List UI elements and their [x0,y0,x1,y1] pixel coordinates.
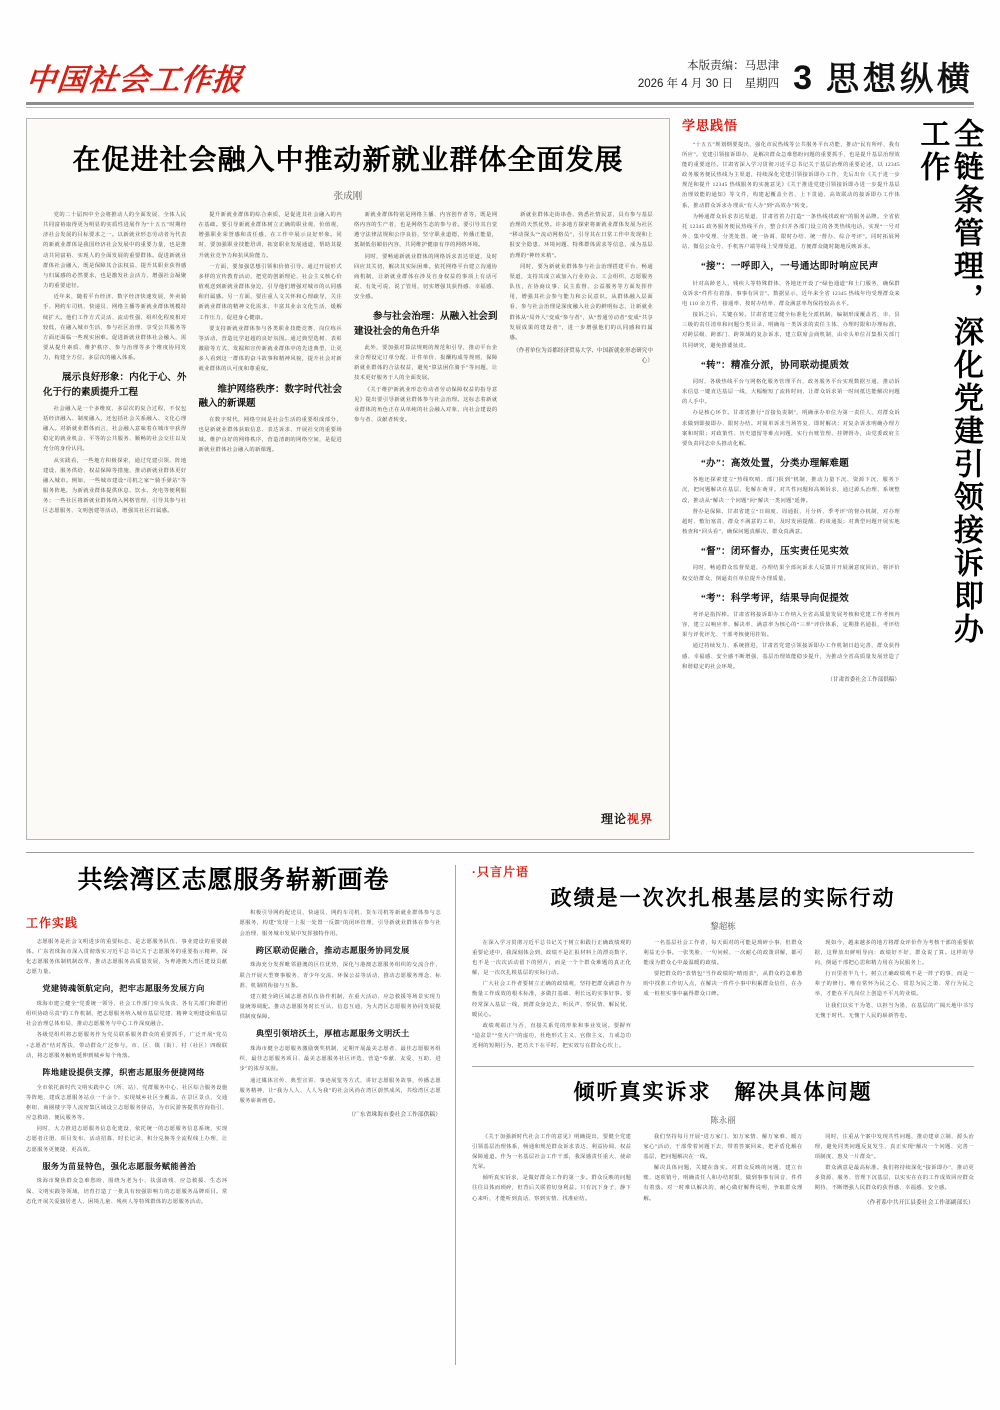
paragraph: 同时，各级热线平台与网格化服务管理平台、政务服务平台实现数据互通，推动诉求信息一键直达基层一线，大幅缩短了流转时间，让群众诉求第一时间抵达能解决问题的人手中。 [682,378,900,406]
bottom-left-column-1 [26,908,228,1208]
mid-divider [26,852,974,853]
br1-column-3 [815,938,974,1053]
bottom-right-article-1 [472,865,974,1052]
bottom-left-article [26,865,456,1365]
page-number: 3 [793,59,812,97]
paragraph: 解决具体问题，关键在落实。对群众反映的问题，建立台账、逐项销号，明确责任人和办结时限，做到事事有回音、件件有着落。对一时难以解决的，耐心做好解释说明，争取群众理解。 [643,1165,803,1202]
lead-subhead-3: 参与社会治理：从融入社会到建设社会的角色升华 [354,312,498,337]
paragraph: 志愿服务是社会文明进步的重要标志，是志愿服务队伍、事业建设的重要载体。广东省珠海市深入贯彻落实习近平总书记关于志愿服务的重要指示精神，深化志愿服务体制机制改革，推动志愿服务高质量发展，为粤港澳大湾区建设贡献志愿力量。 [26,938,228,976]
bottom-left-body-1 [26,937,228,1207]
bottom-left-subhead-4: 跨区联动促融合，推动志愿服务协同发展 [255,945,410,955]
bottom-left-kicker: 工作实践 [26,916,79,931]
paragraph: “十五五”规划纲要提出，强化市民热线等公共服务平台功能，推动“民有所呼、我有所应”。党建引领接诉即办，是解决群众急难愁盼问题的重要抓手，也是提升基层治理效能的重要途径。甘肃省深入学习贯彻习近平总书记关于基层治理的重要论述，以 12345 政务服务便民热线为主渠道，持续深化党建引领接诉即办工作，先后出台《关于进一步规范和提升 12345 热线服务的实施意见》《关于推进党建引领接诉即办进一步提升基层治理效能的通知》等文件，构建起覆盖全省、上下贯通、高效联动的接诉即办工作体系，推动群众诉求办理从“有人办”到“高效办”转变。 [682,141,900,209]
paragraph: 近年来，随着平台经济、数字经济快速发展，外卖骑手、网约车司机、快递员、网络主播等新就业群体规模持续扩大。他们工作方式灵活、流动性强、组织化程度相对较低，在融入城市生活、参与社区治理、享受公共服务等方面还面临一些现实困难。促进新就业群体社会融入，需要从提升素质、维护秩序、参与治理等多个维度协同发力，构建全方位、多层次的融入体系。 [43,294,187,362]
bottom-left-subhead-3: 服务为苗显特色，强化志愿服务赋能善治 [42,1161,197,1171]
right-article-vertical-title: 全链条管理，深化党建引领接诉即办工作 [915,118,982,646]
theory-badge-highlight: 视界 [626,812,653,826]
br2-column-3 [815,1132,974,1209]
paragraph: 各级党组织将志愿服务作为党员联系服务群众的重要抓手，广泛开展“党员+志愿者”结对帮扶，带动群众广泛参与。市、区、镇（街）、村（社区）四级联动，将志愿服务触角延伸到城乡每个角落。 [26,1032,228,1059]
br1-body-1 [472,938,631,1052]
right-subhead-4: “督”：闭环督办，压实责任见实效 [701,547,850,558]
paragraph: 珠海充分发挥毗邻港澳的区位优势，深化与港澳志愿服务组织的交流合作，联合开展大型赛事服务、青少年交流、环保公益等活动，推动志愿服务理念、标准、机制的衔接与互鉴。 [239,962,441,989]
lead-column-2 [199,210,343,518]
bottom-left-credit: （广东省珠海市委社会工作部供稿） [348,1112,441,1118]
paragraph: 要支持新就业群体参与各类职业技能竞赛、岗位练兵等活动，营造比学赶超的良好氛围。通过典型选树、表彰激励等方式，发掘和宣传新就业群体中的先进典型，让更多人看到这一群体的奋斗故事和精神风貌，提升社会对新就业群体的认可度和尊重度。 [198,325,342,373]
lead-body-6 [354,343,498,425]
paragraph: 让我们以实干为笔、以担当为墨，在基层的广阔天地中书写无愧于时代、无愧于人民的崭新答卷。 [814,1002,974,1019]
bottom-left-body-2 [240,908,442,1106]
lead-article-credit: （作者单位为首都经济贸易大学、中国新就业形态研究中心） [513,348,653,364]
paragraph: 政绩观端正与否，直接关系党的形象和事业发展。要摒弃“造盆景”“垒大户”的虚功，杜绝形式主义、官僚主义，力戒急功近利的短期行为，把功夫下在平时，把实效写在群众心坎上。 [472,1022,632,1050]
right-article-body [682,140,900,672]
paragraph: 建立健全跨区域志愿者队伍协作机制，在重大活动、应急救援等场景实现力量统筹调配。推动志愿服务时长互认、信息互通，为大湾区志愿服务协同发展提供制度保障。 [239,993,441,1021]
bottom-right-columns-2 [472,1132,974,1209]
paragraph: 在数字时代，网络空间是社会生活的重要组成部分，也是新就业群体获取信息、表达诉求、开展社交的重要场域。维护良好的网络秩序，营造清朗的网络空间，是促进新就业群体社会融入的新课题。 [198,417,342,454]
paragraph: 通过持续发力、系统推进，甘肃省党建引领接诉即办工作机制日趋完善，群众获得感、幸福感、安全感不断增强，基层治理效能稳步提升，为推动全省高质量发展营造了和谐稳定的社会环境。 [682,643,900,670]
paragraph: 同时，要为新就业群体参与社会治理搭建平台、畅通渠道，支持其成立或加入行业协会、工会组织、志愿服务队伍，在协商议事、民主监督、公益服务等方面发挥作用，增强其社会参与能力和公民意识。从群体融入层面看，参与社会治理是深度融入社会的鲜明标志，让新就业群体从“局外人”变成“参与者”，从“普通劳动者”变成“共享发展成果的建设者”，进一步增强他们的认同感和归属感。 [509,263,653,341]
paragraph: 同时，畅通群众监督渠道，办理结果全部向诉求人反馈并开展满意度回访，将评价权交给群众，倒逼责任单位提升办理质量。 [682,565,900,582]
br1-body-2 [643,938,802,1000]
bottom-left-subhead-5: 典型引领培沃土，厚植志愿服务文明沃土 [255,1029,410,1039]
paragraph: 针对高龄老人、残疾人等特殊群体，各地还开设了“绿色通道”和上门服务，确保群众诉求“件件有着落、事事有回音”。数据显示，近年来全省 12345 热线年均受理群众来电 110 余万件，接通率、按时办结率、群众满意率均保持较高水平。 [682,280,900,307]
lead-column-3 [354,210,498,518]
lead-body-3 [199,210,343,375]
bottom-right-column [456,865,974,1365]
lead-body-7 [510,210,654,343]
paragraph: 一名基层社会工作者，每天面对的可能是琐碎小事，但群众利益无小事。一张笑脸、一句问候、一次耐心的政策讲解，都可能成为群众心中最温暖的政绩。 [643,939,803,966]
lead-article-author: 张成刚 [333,192,363,202]
section-name: 思想纵横 [826,60,974,97]
bottom-right-columns-1 [472,938,974,1053]
date-line: 2026 年 4 月 30 日 星期四 [637,78,780,91]
masthead-rule-thin [26,107,974,108]
paragraph: 办是核心环节。甘肃省推行“首接负责制”，明确承办单位为第一责任人，对群众诉求做到即接即办、限时办结。对简单诉求当场答复、即时解决；对复杂诉求明确办理方案和时限；对政策性、历史遗留等难点问题，实行台账管理、挂牌督办，由党委政府主要负责同志牵头推动化解。 [682,410,900,447]
paragraph: 新就业群体特别是网络主播、内容创作者等，既是网络内容的生产者，也是网络生态的参与者。要引导其自觉遵守法律法规和公序良俗，坚守职业道德，传播正能量，抵制低俗媚俗内容，共同维护健康有序的网络环境。 [354,212,498,249]
br1-body-3 [815,938,974,1021]
right-article-credit: （甘肃省委社会工作部供稿） [827,676,900,683]
editor-line: 本版责编：马思津 [687,60,780,73]
paragraph: 行百里者半九十。树立正确政绩观不是一阵子的事，而是一辈子的修行。唯有常怀为民之心、常思为民之策、常行为民之举，才能在平凡岗位上创造不平凡的业绩。 [814,971,974,998]
bottom-right-article-2 [472,1079,974,1208]
paragraph: 珠海市聚焦群众急难愁盼，围绕为老为小、扶弱助残、应急救援、生态环保、文明实践等领域，培育打造了一批具有较强影响力的志愿服务品牌项目。常态化开展关爱独居老人、困境儿童、残疾人等特殊群体的志愿服务活动。 [26,1178,228,1205]
lead-body-4 [199,415,343,456]
right-subhead-1: “接”：一呼即入，一号通达即时响应民声 [701,262,879,273]
br2-body-2 [643,1132,802,1204]
br2-body-3 [815,1132,974,1194]
paragraph: 倾听真实诉求，是做好群众工作的第一步。群众反映的问题往往具体而琐碎，但背后关联着切身利益。只有沉下身子、静下心来听，才能听到真话、察到实情、找准症结。 [472,1175,632,1202]
bottom-left-columns [26,908,441,1208]
paragraph: 同时，注重从个案中发现共性问题，推动建章立制、源头治理，避免同类问题反复发生，真正实现“解决一个问题、完善一项制度、惠及一片群众”。 [814,1133,974,1160]
masthead [26,0,974,96]
right-subhead-2: “转”：精准分派，协同联动提质效 [701,360,850,371]
paragraph: 现如今，越来越多的地方将群众评价作为考核干部的重要依据，这释放出鲜明导向：政绩好不好，群众说了算。这样的导向，倒逼干部把心思和精力用在为民服务上。 [814,939,974,966]
paragraph: 全市依托新时代文明实践中心（所、站）、党群服务中心、社区综合服务设施等阵地，建成志愿服务站点一千余个，实现城乡社区全覆盖。在景区景点、交通枢纽、商圈楼宇等人流密集区域设立志愿服务驿站，为市民游客提供咨询指引、应急救助、便民服务等。 [26,1084,228,1122]
right-subhead-3: “办”：高效处置，分类办理解难题 [701,459,850,469]
paragraph: 《关于加强新时代社会工作的意见》明确提出，要健全党建引领基层治理体系，畅通和规范群众诉求表达、利益协调、权益保障通道。作为一名基层社会工作干部，我深感责任重大、使命光荣。 [472,1133,632,1171]
paragraph: 督办是保障。甘肃省建立“日调度、周通报、月分析、季考评”的督办机制，对办理超时、敷衍塞责、群众不满意的工单，及时发函提醒、约谈通报；对典型问题开展实地核查和“回头看”，确保问题真解决、群众真满意。 [682,508,900,536]
paragraph: 各地还探索建立“热线吹哨、部门报到”机制，推动力量下沉、资源下沉、服务下沉，把问题解决在基层、化解在萌芽。对共性问题和高频诉求，通过源头治理、系统整改，推动从“解决一个问题”向“解决一类问题”延伸。 [682,477,900,504]
paragraph: 要把群众的“表情包”当作政绩的“晴雨表”，从群众的急难愁盼中找准工作切入点，在解决一件件小事中积累群众信任，在办成一桩桩实事中赢得群众口碑。 [643,971,803,998]
paragraph: 一方面，要加强思想引领和价值引导。通过开展形式多样的宣传教育活动，把党的创新理论、社会主义核心价值观送到新就业群体身边，引导他们增强对城市的认同感和归属感。另一方面，要注重人文关怀和心理疏导，关注新就业群体的精神文化需求，丰富其业余文化生活，缓解工作压力，促进身心健康。 [198,263,342,321]
paragraph: 珠海市健全志愿服务激励褒奖机制，定期开展最美志愿者、最佳志愿服务组织、最佳志愿服务项目、最美志愿服务社区评选，营造“奉献、友爱、互助、进步”的浓厚氛围。 [239,1046,441,1073]
bottom-left-subhead-1: 党建铸魂领航定向，把牢志愿服务发展方向 [42,984,205,994]
lead-article-title: 在促进社会融入中推动新就业群体全面发展 [72,145,624,176]
newspaper-logo [26,66,243,96]
paragraph: 我们坚持每月开展“进万家门、知万家情、解万家难、暖万家心”活动，干部带着问题下去、带着答案回来，把矛盾化解在基层，把问题解决在一线。 [643,1133,803,1160]
bottom-right-title-1: 政绩是一次次扎根基层的实际行动 [550,886,896,911]
paragraph: 为畅通群众诉求表达渠道，甘肃省着力打造“一条热线找政府”的服务品牌。全省依托 12345 政务服务便民热线平台，整合归并各部门设立的各类热线电话，实现“一号对外、集中受理、分类处置、统一协调、限时办结、统一督办、综合考评”。同时拓展网站、微信公众号、手机客户端等线上受理渠道，方便群众随时随地反映诉求。 [682,213,900,251]
paragraph: 同时，大力推进志愿服务信息化建设，依托统一的志愿服务信息系统，实现志愿者注册、项目发布、活动招募、时长记录、积分兑换等全流程线上办理，让志愿服务更便捷、更高效。 [26,1126,228,1153]
lead-body-1 [43,210,187,363]
paragraph: 群众满意是最高标准。我们将持续深化“接诉即办”，推动更多资源、服务、管理下沉基层，以实实在在的工作成效回应群众期待，不断增强人民群众的获得感、幸福感、安全感。 [814,1165,974,1192]
lead-column-1 [43,210,187,518]
right-article-body-wrap [682,118,900,840]
newspaper-logo-text: 中国社会工作报 [24,64,245,97]
paragraph: 在深入学习贯彻习近平总书记关于树立和践行正确政绩观的重要论述中，我深刻体会到，政绩不是汇报材料上的漂亮数字，也不是一次次活动留下的照片，而是一个个群众难题的真正化解，是一次次扎根基层的实际行动。 [472,939,632,977]
paragraph: 同时，要畅通新就业群体的网络诉求表达渠道，及时回应其关切，解决其实际困难。依托网络平台建立沟通协商机制，让新就业群体在涉及自身权益的事项上有话可说、有处可说、说了管用，切实增强其获得感、幸福感、安全感。 [354,253,498,301]
top-zone [26,118,982,840]
theory-badge [601,810,653,827]
theory-badge-prefix: 理论 [600,812,627,826]
br2-body-1 [472,1132,631,1204]
bottom-left-subhead-2: 阵地建设提供支撑，织密志愿服务便捷网络 [42,1067,205,1077]
bottom-right-author-1: 黎超栋 [710,920,736,931]
paragraph: 积极引导网约配送员、快递员、网约车司机、货车司机等新就业群体参与志愿服务，构建“发现一上报一处置一反馈”的闭环管理，引导新就业群体在参与社会治理、服务城市发展中发挥独特作用。 [239,910,441,937]
br1-column-2 [643,938,802,1053]
paragraph: 珠海市建立健全“党委统一领导、社会工作部门牵头负责、各有关部门和群团组织协助尽责”的工作机制，把志愿服务纳入城市基层党建、精神文明建设和基层社会治理总体布局，推动志愿服务与中心工作深度融合。 [26,1000,228,1028]
br1-column-1 [472,938,631,1053]
masthead-right [638,58,974,96]
lead-article-columns [43,210,653,826]
paragraph: 党的二十届四中全会将推动人的全面发展、全体人民共同富裕取得更为明显的实质性进展作为“十五五”时期经济社会发展的目标要求之一。以新就业形态劳动者为代表的新就业群体是我国经济社会发展中的重要力量，也是推动共同富裕、实现人的全面发展的重要群体。促进新就业群体社会融入，既是保障其合法权益、提升其职业获得感与归属感的必然要求，也是激发社会活力、增强社会凝聚力的重要途径。 [43,212,187,290]
bottom-left-column-2 [240,908,442,1208]
bottom-right-author-2: 陈永丽 [710,1114,736,1125]
paragraph: 从实践看，一些地方积极探索，通过党建引领、阵地建设、服务供给、权益保障等措施，推动新就业群体更好融入城市。例如，一些城市建设“司机之家”“骑手驿站”等服务阵地，为新就业群体提供休息、饮水、充电等便利服务；一些社区将新就业群体纳入网格管理，引导其参与社区志愿服务、文明创建等活动，增强其社区归属感。 [43,457,187,515]
bottom-right-credit-2: （作者系中共开江县委社会工作部副部长） [863,1199,974,1206]
br2-column-2 [643,1132,802,1209]
lead-column-4 [509,210,654,826]
right-subhead-5: “考”：科学考评，结果导向促提效 [701,593,850,604]
bottom-right-divider [472,1066,974,1067]
right-article [682,118,982,840]
bottom-left-title: 共绘湾区志愿服务崭新画卷 [77,867,390,894]
lead-body-2 [43,404,187,517]
lead-body-5 [354,210,498,302]
paragraph: 新就业群体走街串巷、熟悉社情民意，具有参与基层治理的天然优势。许多地方探索将新就业群体发展为社区“移动探头”“流动网格员”，引导其在日常工作中发现和上报安全隐患、环境问题、特殊群体需求等信息，成为基层治理的“神经末梢”。 [509,212,653,259]
lead-article [26,118,670,840]
paragraph: 此外，要加强对算法规则的规范和引导，推动平台企业合理设定订单分配、计件单价、报酬构成等规则，保障新就业群体的合法权益，避免“算法困住骑手”等问题，让技术更好服务于人的全面发展。 [354,344,498,382]
paragraph: 广大社会工作者要树立正确的政绩观，坚持把群众满意作为衡量工作成效的根本标准，多做打基础、利长远的实事好事。要经常深入基层一线，到群众身边去，听民声、察民情、解民忧、暖民心。 [472,981,632,1018]
bottom-zone [26,865,974,1365]
br2-column-1 [472,1132,631,1209]
paragraph: 《关于维护新就业形态劳动者劳动保障权益的指导意见》提出要引导新就业群体参与社会治理。这标志着新就业群体的角色正在从单纯的社会融入对象，向社会建设的参与者、贡献者转变。 [354,386,498,423]
paragraph: 通过媒体宣传、典型宣讲、事迹展览等方式，讲好志愿服务故事，传播志愿服务精神，让“我为人人、人人为我”的社会风尚在湾区蔚然成风，共绘湾区志愿服务崭新画卷。 [239,1077,441,1104]
paragraph: 考评是指挥棒。甘肃省将接诉即办工作纳入全省高质量发展考核和党建工作考核内容，建立以响应率、解决率、满意率为核心的“三率”评价体系，定期排名通报，考评结果与评优评先、干部考核使用挂钩。 [682,612,900,639]
paragraph: 接诉之后，关键在转。甘肃省建立健全标准化分派机制，编制形成覆盖省、市、县三级的责任清单和问题分类目录，明确每一类诉求的责任主体、办理时限和办理标准。对跨层级、跨部门、跨领域的复杂诉求，建立联席会商机制，由牵头单位召集相关部门共同研究，避免推诿扯皮。 [682,312,900,349]
lead-subhead-1: 展示良好形象：内化于心、外化于行的素质提升工程 [43,373,187,398]
bottom-right-title-2: 倾听真实诉求 解决具体问题 [573,1080,873,1105]
lead-subhead-2: 维护网络秩序：数字时代社会融入的新课题 [198,384,342,409]
bottom-right-kicker: ·只言片语 [472,865,529,879]
paragraph: 社会融入是一个多维度、多层次的复合过程，不仅包括经济融入、制度融入，还包括社会关系融入、文化心理融入。对新就业群体而言，社会融入意味着在城市中获得稳定的就业机会、平等的公共服务、顺畅的社会交往以及充分的身份认同。 [43,405,187,453]
right-article-kicker: 学思践悟 [682,118,739,133]
masthead-rule-thick [26,102,974,105]
masthead-meta [638,58,779,96]
paragraph: 提升新就业群体的综合素质，是促进其社会融入的内在基础。要引导新就业群体树立正确的职业观、价值观，增强职业荣誉感和责任感，在工作中展示良好形象。同时，要加强职业技能培训，拓宽职业发展通道，帮助其提升就业竞争力和抗风险能力。 [198,212,342,259]
